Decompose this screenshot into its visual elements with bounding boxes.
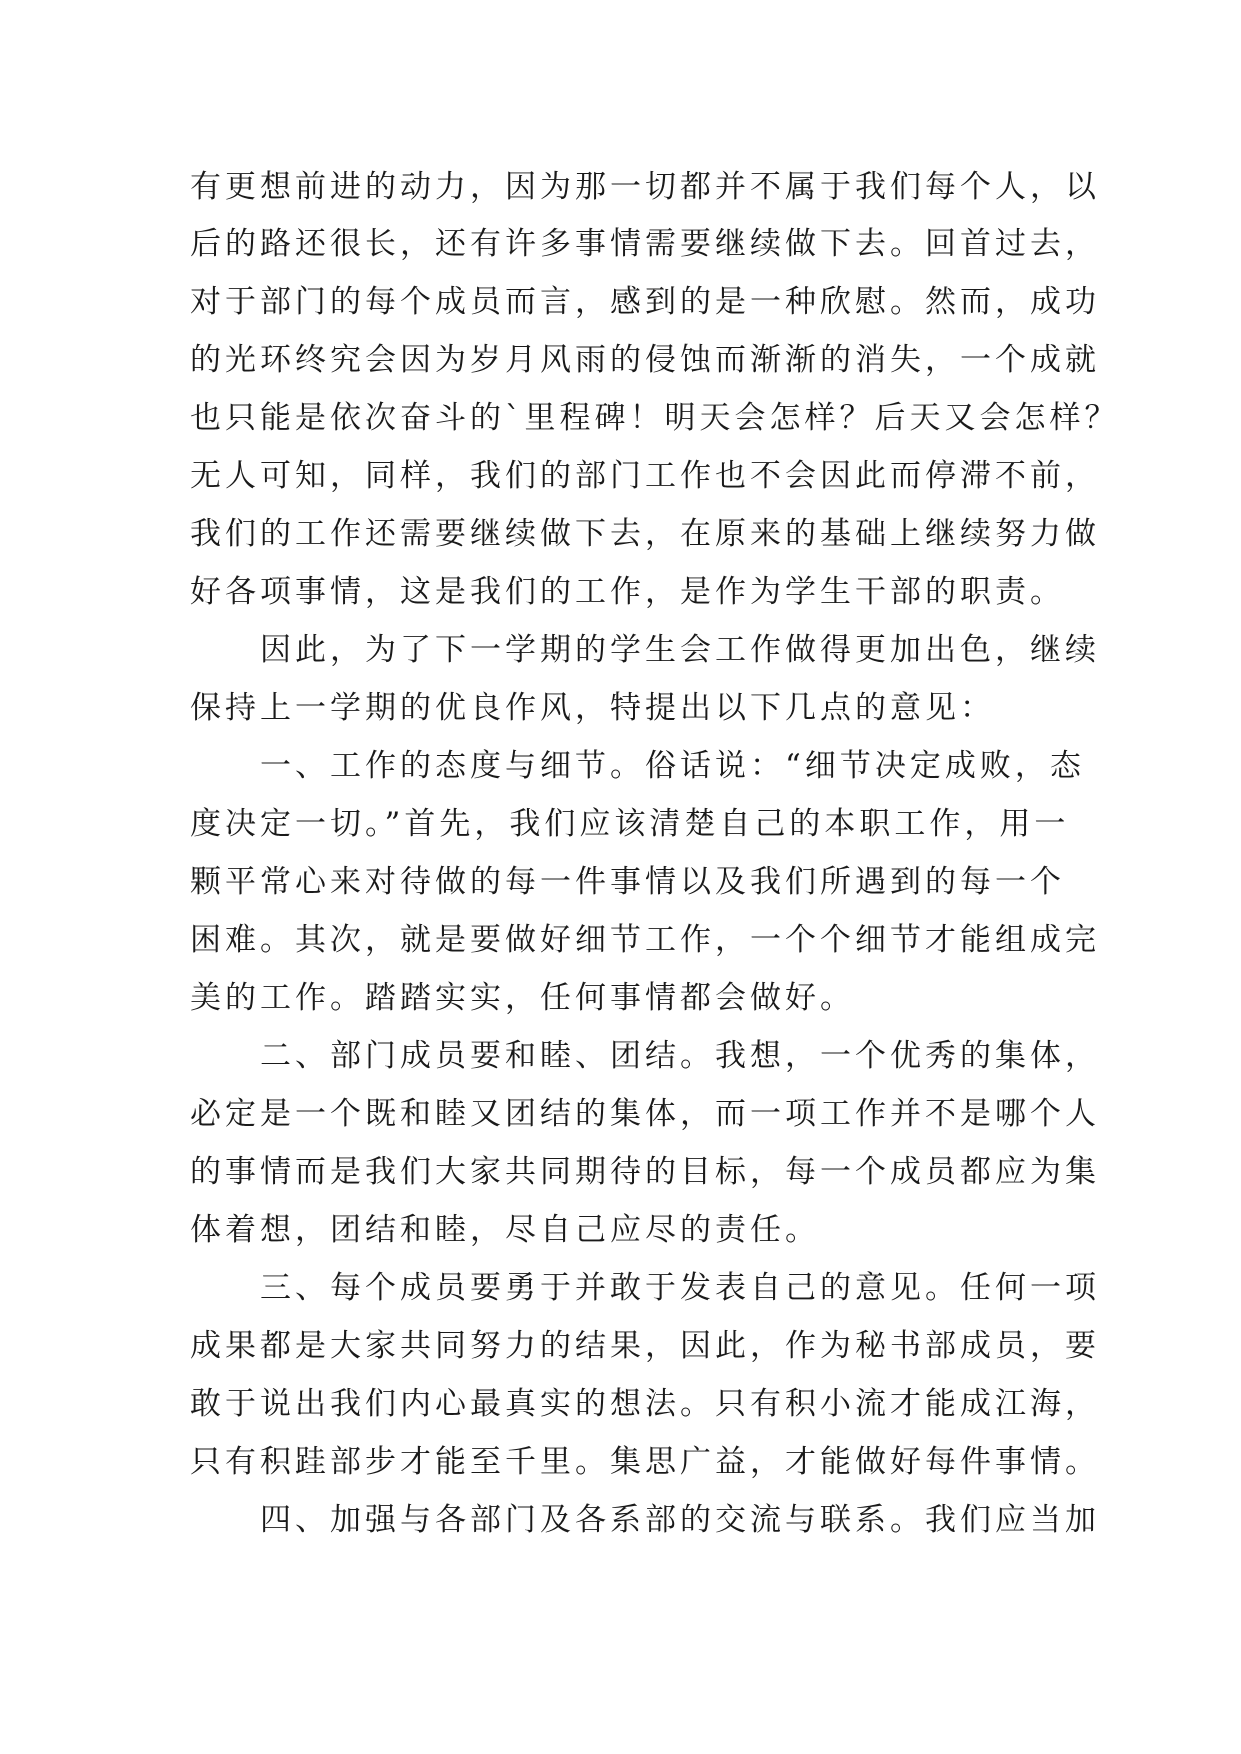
text-line: 后的路还很长，还有许多事情需要继续做下去。回首过去， xyxy=(190,226,1100,262)
text-line: 好各项事情，这是我们的工作，是作为学生干部的职责。 xyxy=(190,574,1065,610)
text-line: 也只能是依次奋斗的`里程碑！明天会怎样？后天又会怎样？ xyxy=(190,400,1120,436)
text-line: 只有积跬部步才能至千里。集思广益，才能做好每件事情。 xyxy=(190,1444,1100,1480)
text-line: 体着想，团结和睦，尽自己应尽的责任。 xyxy=(190,1212,820,1248)
text-line: 无人可知，同样，我们的部门工作也不会因此而停滞不前， xyxy=(190,458,1100,494)
text-line: 的光环终究会因为岁月风雨的侵蚀而渐渐的消失，一个成就 xyxy=(190,342,1100,378)
paragraph-start-line: 四、加强与各部门及各系部的交流与联系。我们应当加 xyxy=(190,1502,1100,1538)
text-line: 有更想前进的动力，因为那一切都并不属于我们每个人，以 xyxy=(190,169,1100,205)
paragraph-start-line: 因此，为了下一学期的学生会工作做得更加出色，继续 xyxy=(190,632,1100,668)
text-line: 必定是一个既和睦又团结的集体，而一项工作并不是哪个人 xyxy=(190,1096,1100,1132)
paragraph-start-line: 一、工作的态度与细节。俗话说：“细节决定成败，态 xyxy=(190,748,1085,784)
text-line: 的事情而是我们大家共同期待的目标，每一个成员都应为集 xyxy=(190,1154,1100,1190)
text-line: 美的工作。踏踏实实，任何事情都会做好。 xyxy=(190,980,855,1016)
document-body xyxy=(190,158,1120,1549)
text-line: 对于部门的每个成员而言，感到的是一种欣慰。然而，成功 xyxy=(190,284,1100,320)
text-line: 保持上一学期的优良作风，特提出以下几点的意见： xyxy=(190,690,995,726)
text-line: 敢于说出我们内心最真实的想法。只有积小流才能成江海， xyxy=(190,1386,1100,1422)
text-line: 成果都是大家共同努力的结果，因此，作为秘书部成员，要 xyxy=(190,1328,1100,1364)
text-line: 我们的工作还需要继续做下去，在原来的基础上继续努力做 xyxy=(190,516,1100,552)
text-line: 颗平常心来对待做的每一件事情以及我们所遇到的每一个 xyxy=(190,864,1065,900)
paragraph-start-line: 二、部门成员要和睦、团结。我想，一个优秀的集体， xyxy=(190,1038,1100,1074)
text-line: 度决定一切。”首先，我们应该清楚自己的本职工作，用一 xyxy=(190,806,1070,842)
paragraph-start-line: 三、每个成员要勇于并敢于发表自己的意见。任何一项 xyxy=(190,1270,1100,1306)
text-line: 困难。其次，就是要做好细节工作，一个个细节才能组成完 xyxy=(190,922,1100,958)
